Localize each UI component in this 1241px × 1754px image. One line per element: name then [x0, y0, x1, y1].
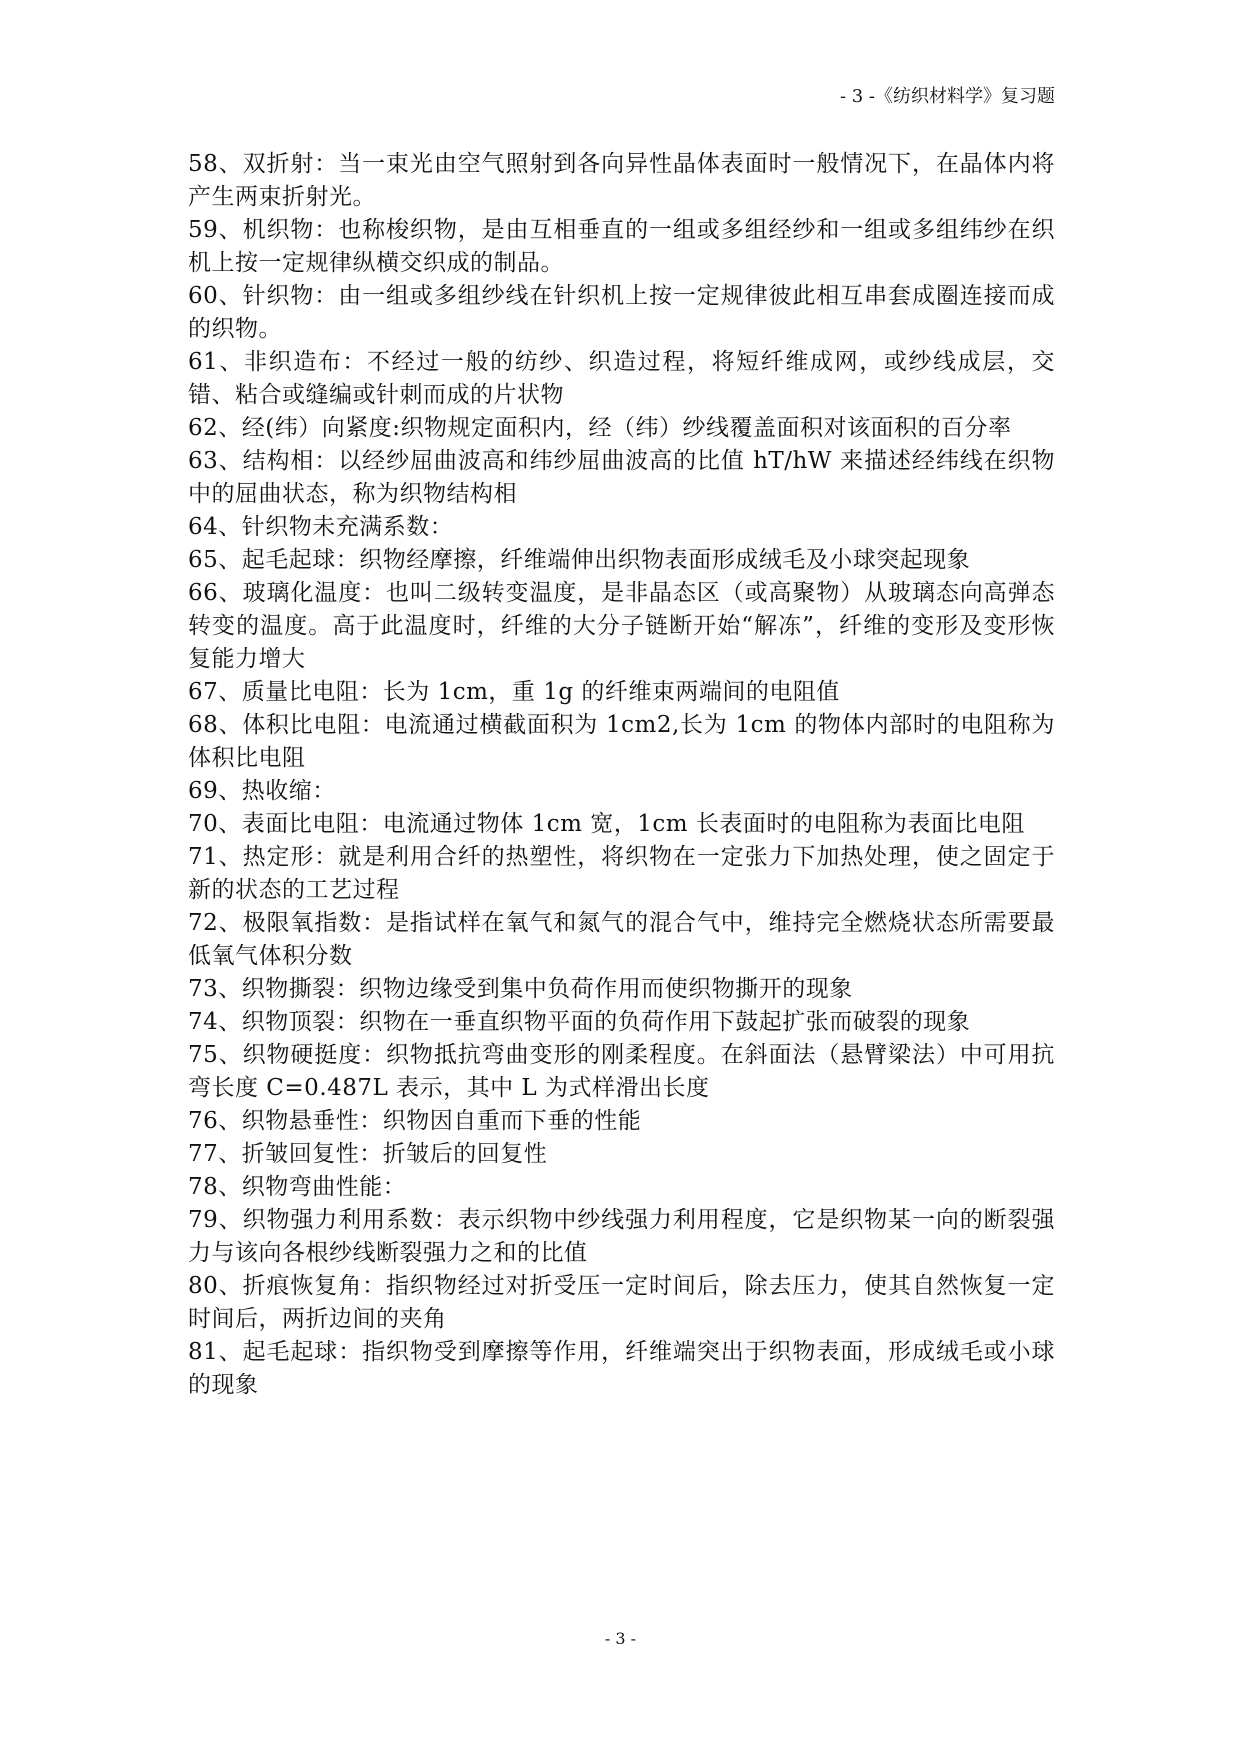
definition-entry-76: 76、织物悬垂性：织物因自重而下垂的性能 [188, 1108, 642, 1134]
definition-entry-71: 71、热定形：就是利用合纤的热塑性，将织物在一定张力下加热处理，使之固定于新的状态的工艺过程 [188, 844, 1055, 903]
definition-entry-79: 79、织物强力利用系数：表示织物中纱线强力利用程度，它是织物某一向的断裂强力与该向各根纱线断裂强力之和的比值 [188, 1207, 1055, 1266]
definition-entry-64: 64、针织物未充满系数： [188, 514, 454, 540]
definition-entry-58: 58、双折射：当一束光由空气照射到各向异性晶体表面时一般情况下，在晶体内将产生两束折射光。 [188, 151, 1055, 210]
definition-entry-78: 78、织物弯曲性能： [188, 1174, 407, 1200]
definition-entry-73: 73、织物撕裂：织物边缘受到集中负荷作用而使织物撕开的现象 [188, 976, 853, 1002]
definition-entry-65: 65、起毛起球：织物经摩擦，纤维端伸出织物表面形成绒毛及小球突起现象 [188, 547, 971, 573]
definition-entry-77: 77、折皱回复性：折皱后的回复性 [188, 1141, 548, 1167]
definition-entry-80: 80、折痕恢复角：指织物经过对折受压一定时间后，除去压力，使其自然恢复一定时间后，两折边间的夹角 [188, 1273, 1055, 1332]
definition-entry-75: 75、织物硬挺度：织物抵抗弯曲变形的刚柔程度。在斜面法（悬臂梁法）中可用抗弯长度 C=0.487L 表示，其中 L 为式样滑出长度 [188, 1042, 1055, 1101]
definition-entry-59: 59、机织物：也称梭织物，是由互相垂直的一组或多组经纱和一组或多组纬纱在织机上按一定规律纵横交织成的制品。 [188, 217, 1055, 276]
definition-entry-67: 67、质量比电阻：长为 1cm，重 1g 的纤维束两端间的电阻值 [188, 679, 840, 705]
definition-entry-62: 62、经(纬）向紧度:织物规定面积内，经（纬）纱线覆盖面积对该面积的百分率 [188, 415, 1012, 441]
definition-entry-63: 63、结构相：以经纱屈曲波高和纬纱屈曲波高的比值 hT/hW 来描述经纬线在织物中的屈曲状态，称为织物结构相 [188, 448, 1055, 507]
definition-entry-66: 66、玻璃化温度：也叫二级转变温度，是非晶态区（或高聚物）从玻璃态向高弹态转变的温度。高于此温度时，纤维的大分子链断开始“解冻”，纤维的变形及变形恢复能力增大 [188, 580, 1055, 672]
running-header: - 3 -《纺织材料学》复习题 [839, 86, 1055, 107]
definition-list [188, 148, 1055, 1402]
definition-entry-70: 70、表面比电阻：电流通过物体 1cm 宽，1cm 长表面时的电阻称为表面比电阻 [188, 811, 1025, 837]
definition-entry-60: 60、针织物：由一组或多组纱线在针织机上按一定规律彼此相互串套成圈连接而成的织物。 [188, 283, 1055, 342]
definition-entry-74: 74、织物顶裂：织物在一垂直织物平面的负荷作用下鼓起扩张而破裂的现象 [188, 1009, 971, 1035]
definition-entry-69: 69、热收缩： [188, 778, 336, 804]
page-number: - 3 - [604, 1629, 637, 1648]
definition-entry-68: 68、体积比电阻：电流通过横截面积为 1cm2,长为 1cm 的物体内部时的电阻称为体积比电阻 [188, 712, 1055, 771]
definition-entry-61: 61、非织造布：不经过一般的纺纱、织造过程，将短纤维成网，或纱线成层，交错、粘合或缝编或针刺而成的片状物 [188, 349, 1055, 408]
definition-entry-81: 81、起毛起球：指织物受到摩擦等作用，纤维端突出于织物表面，形成绒毛或小球的现象 [188, 1339, 1055, 1398]
definition-entry-72: 72、极限氧指数：是指试样在氧气和氮气的混合气中，维持完全燃烧状态所需要最低氧气体积分数 [188, 910, 1055, 969]
